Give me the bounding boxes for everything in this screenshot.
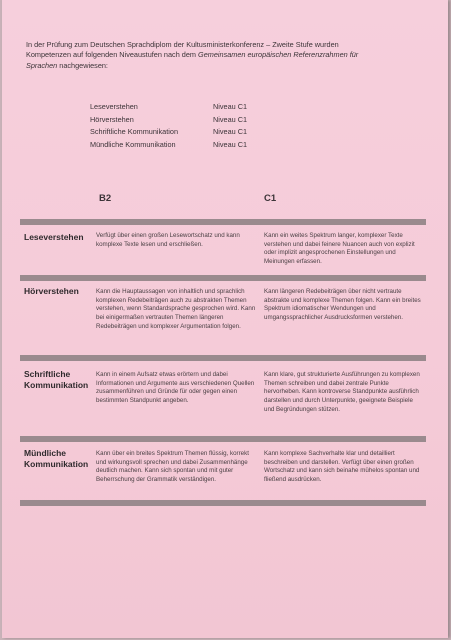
- cell-c1-leseverstehen: Kann ein weites Spektrum langer, komplexer Texte verstehen und dabei feinere Nuancen auch von explizit oder implizit angesprochenen Einstellungen und Meinungen erfassen.: [264, 232, 415, 266]
- row-label-line: Kommunikation: [24, 380, 89, 390]
- intro-line-2-start: Kompetenzen auf folgenden Niveaustufen nach dem: [26, 50, 199, 60]
- cell-c1-hoerverstehen: Kann längeren Redebeiträgen über nicht vertraute abstrakte und komplexe Themen folgen. Kann ein breites Spektrum idiomatischer Wendungen und umgangssprachlicher Ausdrucksformen verstehen.: [264, 288, 421, 322]
- row-label-line: Schriftliche: [24, 369, 71, 379]
- column-header-c1: C1: [264, 193, 277, 204]
- level-value: Niveau C1: [213, 102, 248, 111]
- cell-c1-muendliche-kommunikation: Kann komplexe Sachverhalte klar und detailliert beschreiben und darstellen. Verfügt über einen großen Wortschatz und kann sich beinahe mühelos spontan und fließend ausdrücken.: [264, 450, 420, 484]
- intro-line-3: [26, 61, 421, 71]
- column-header-b2: B2: [99, 193, 112, 204]
- level-row: [90, 139, 290, 152]
- level-row: [90, 126, 290, 139]
- level-row: [90, 114, 290, 127]
- document-page: [2, 0, 448, 638]
- level-skill: Hörverstehen: [90, 114, 134, 124]
- intro-line-1: In der Prüfung zum Deutschen Sprachdiplom der Kultusministerkonferenz – Zweite Stufe wurden: [26, 40, 339, 49]
- row-label-line: Hörverstehen: [24, 286, 79, 296]
- level-row: [90, 101, 290, 114]
- row-label-schriftliche-kommunikation: [24, 369, 88, 391]
- table-bottom-divider: [20, 500, 426, 506]
- level-skill: Leseverstehen: [90, 102, 138, 111]
- cell-b2-leseverstehen: Verfügt über einen großen Lesewortschatz und kann komplexe Texte lesen und erschließen.: [96, 232, 240, 248]
- cell-b2-hoerverstehen: Kann die Hauptaussagen von inhaltlich und sprachlich komplexen Redebeiträgen auch zu abstrakten Themen verstehen, wenn Standardsprache gesprochen wird. Kann bei einigermaßen vertrauten Themen längeren Redebeiträgen und komplexer Argumentation folgen.: [96, 288, 256, 330]
- row-divider: [20, 436, 426, 442]
- row-label-line: Mündliche: [24, 448, 67, 458]
- level-skill: Mündliche Kommunikation: [90, 139, 176, 149]
- cell-c1-schriftliche-kommunikation: Kann klare, gut strukturierte Ausführungen zu komplexen Themen schreiben und dabei zentrale Punkte hervorheben. Kann kontroverse Standpunkte ausführlich darstellen und durch Unterpunkte, geeignete Beispiele und Begründungen stützen.: [264, 371, 420, 413]
- intro-reference-title: Gemeinsamen europäischen Referenzrahmen für: [198, 50, 359, 60]
- intro-reference-title-end: Sprachen: [26, 60, 58, 70]
- cell-b2-muendliche-kommunikation: Kann über ein breites Spektrum Themen flüssig, korrekt und wirkungsvoll sprechen und dabei Zusammenhänge deutlich machen. Kann sich spontan und mit guter Beherrschung der Grammatik verständigen.: [96, 450, 249, 484]
- row-label-line: Leseverstehen: [24, 232, 84, 242]
- level-skill: Schriftliche Kommunikation: [90, 127, 179, 137]
- intro-paragraph: [26, 40, 421, 71]
- intro-line-2: [26, 50, 421, 60]
- row-divider: [20, 219, 426, 225]
- cell-b2-schriftliche-kommunikation: Kann in einem Aufsatz etwas erörtern und dabei Informationen und Argumente aus verschiedenen Quellen zusammenführen und Gründe für oder gegen einen bestimmten Standpunkt angeben.: [96, 371, 255, 405]
- row-divider: [20, 355, 426, 361]
- row-label-hoerverstehen: [24, 286, 79, 297]
- row-label-muendliche-kommunikation: [24, 448, 88, 470]
- level-value: Niveau C1: [213, 139, 248, 149]
- level-summary-list: [90, 101, 290, 151]
- row-divider: [20, 275, 426, 281]
- intro-line-3-end: nachgewiesen:: [57, 60, 108, 70]
- level-value: Niveau C1: [213, 127, 248, 137]
- row-label-leseverstehen: [24, 232, 84, 243]
- level-value: Niveau C1: [213, 114, 248, 124]
- row-label-line: Kommunikation: [24, 459, 89, 469]
